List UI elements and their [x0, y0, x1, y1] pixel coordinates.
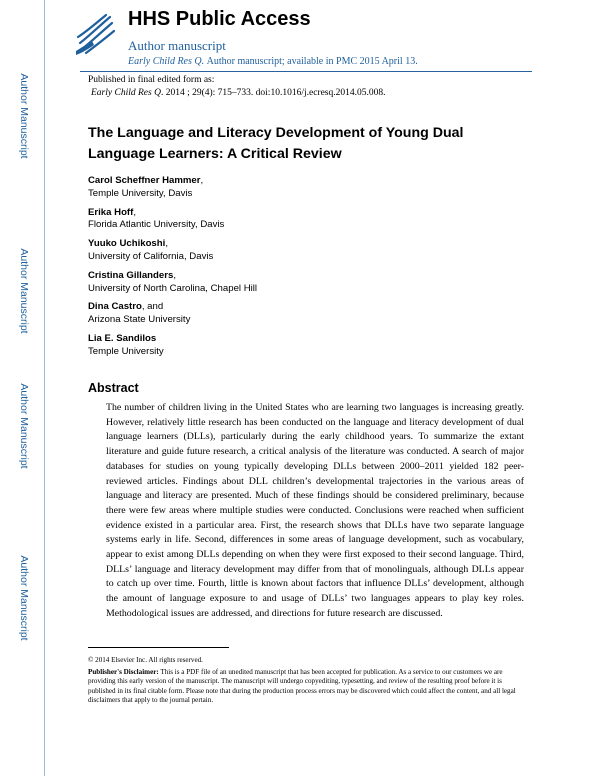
- publisher-disclaimer: [88, 668, 526, 706]
- citation-journal: Early Child Res Q.: [128, 56, 205, 67]
- copyright-notice: © 2014 Elsevier Inc. All rights reserved.: [88, 656, 203, 664]
- author-entry: [88, 333, 488, 359]
- published-details: . 2014 ; 29(4): 715–733. doi:10.1016/j.ecresq.2014.05.008.: [160, 88, 386, 98]
- author-affiliation: Temple University: [88, 345, 164, 357]
- abstract-heading: Abstract: [88, 381, 139, 395]
- sidebar-label: Author Manuscript: [18, 73, 30, 159]
- author-affiliation: University of California, Davis: [88, 250, 214, 262]
- sidebar-label: Author Manuscript: [18, 383, 30, 469]
- left-sidebar: [0, 0, 44, 776]
- author-name: Carol Scheffner Hammer: [88, 175, 201, 186]
- hhs-eagle-logo-icon: [72, 11, 116, 57]
- sidebar-label: Author Manuscript: [18, 555, 30, 641]
- published-label: Published in final edited form as:: [88, 75, 215, 85]
- author-suffix: ,: [200, 175, 204, 186]
- published-journal: Early Child Res Q: [91, 88, 161, 98]
- disclaimer-label: Publisher's Disclaimer:: [88, 667, 159, 676]
- header-subtitle: Author manuscript: [128, 38, 226, 53]
- author-name: Dina Castro: [88, 301, 142, 313]
- author-entry: [88, 175, 488, 201]
- header-title: HHS Public Access: [128, 8, 311, 30]
- footnotes: [88, 656, 526, 708]
- author-affiliation: Arizona State University: [88, 314, 191, 326]
- author-suffix: ,: [173, 269, 176, 281]
- sidebar-divider: [44, 0, 45, 776]
- author-suffix: , and: [141, 301, 164, 313]
- header-divider: [80, 71, 532, 72]
- abstract-text: The number of children living in the United States who are learning two languages is increasing greatly. However, relatively little research has been conducted on the language and literacy development of dual language learners (DLLs), particularly during the early childhood years. To summarize the extant literature and guide future research, a critical analysis of the literature was conducted. A search of major databases for studies on young typically developing DLLs between 2000–2011 yielded 182 peer-reviewed articles. Findings about DLL children’s developmental trajectories in the various areas of language and literacy are presented. Much of these findings should be considered preliminary, because there were few areas where multiple studies were conducted. Conclusions were reached when sufficient evidence existed in a particular area. First, the research shows that DLLs have two separate language systems early in life. Second, differences in some areas of language development, such as vocabulary, appear to exist among DLLs depending on when they were first exposed to their second language. Third, DLLs’ language and literacy development may differ from that of monolinguals, although DLLs appear to catch up over time. Fourth, little is known about factors that influence DLLs’ development, although the amount of language exposure to and usage of DLLs’ two languages appears to play key roles. Methodological issues are addressed, and directions for future research are discussed.: [106, 402, 524, 619]
- author-name: Yuuko Uchikoshi: [88, 238, 166, 250]
- disclaimer-text: This is a PDF file of an unedited manuscript that has been accepted for publication. As a service to our customers we are providing this early version of the manuscript. The manuscript will undergo copyediting, typesetting, and review of the resulting proof before it is published in its final citable form. Please note that during the production process errors may be discovered which could affect the content, and all legal disclaimers that apply to the journal pertain.: [88, 667, 516, 705]
- published-info: [88, 74, 538, 100]
- author-entry: [88, 238, 488, 264]
- footnote-divider: [88, 647, 229, 648]
- article-title: The Language and Literacy Development of Young Dual Language Learners: A Critical Review: [88, 125, 464, 162]
- header-citation: [128, 56, 418, 67]
- author-suffix: ,: [165, 238, 168, 250]
- author-list: [88, 175, 488, 365]
- author-name: Lia E. Sandilos: [88, 332, 157, 344]
- author-affiliation: Florida Atlantic University, Davis: [88, 219, 225, 231]
- author-affiliation: Temple University, Davis: [88, 187, 193, 199]
- author-name: Erika Hoff: [88, 206, 134, 218]
- author-entry: [88, 207, 488, 233]
- published-citation: [88, 87, 538, 100]
- author-name: Cristina Gillanders: [88, 269, 174, 281]
- header: [70, 8, 530, 74]
- sidebar-label: Author Manuscript: [18, 248, 30, 334]
- citation-availability: Author manuscript; available in PMC 2015 April 13.: [206, 56, 418, 67]
- author-affiliation: University of North Carolina, Chapel Hill: [88, 282, 258, 294]
- author-suffix: ,: [133, 206, 136, 218]
- author-entry: [88, 270, 488, 296]
- author-entry: [88, 301, 488, 327]
